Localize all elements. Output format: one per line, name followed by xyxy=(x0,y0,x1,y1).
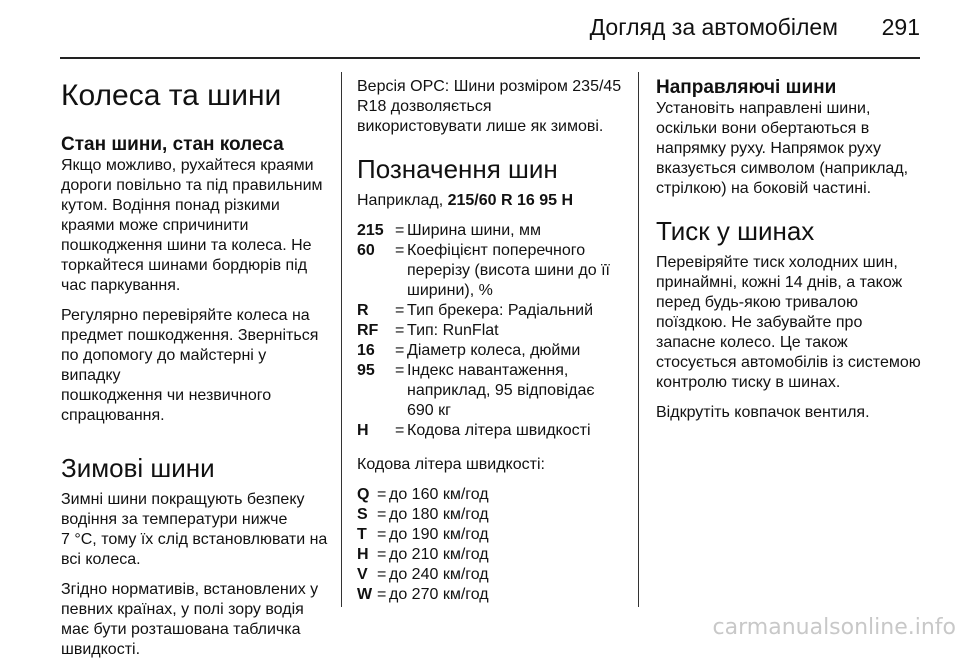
definition-description: Ширина шини, мм xyxy=(407,222,542,239)
definition-description: Тип: RunFlat xyxy=(407,322,499,339)
definition-code: R xyxy=(357,302,369,319)
section-heading-tyre-pressure: Тиск у шинах xyxy=(656,216,815,246)
header-divider xyxy=(60,57,920,59)
definition-code: H xyxy=(357,422,369,439)
definition-description: Діаметр колеса, дюйми xyxy=(407,342,581,359)
definition-code: S xyxy=(357,506,368,523)
section-heading-wheels-tyres: Колеса та шини xyxy=(61,79,282,112)
paragraph: Відкрутіть ковпачок вентиля. xyxy=(656,404,870,421)
definition-row xyxy=(357,301,629,321)
definition-row xyxy=(357,485,629,505)
page-header-title: Догляд за автомобілем xyxy=(589,14,838,40)
definition-row xyxy=(357,585,629,605)
column-1 xyxy=(61,70,329,670)
paragraph: Згідно нормативів, встановлених у певних країнах, у полі зору водія має бути розташована табличка швидкості. xyxy=(61,581,319,658)
equals-sign: = xyxy=(395,322,405,339)
definition-description: Індекс навантаження, наприклад, 95 відповідає 690 кг xyxy=(407,362,595,419)
column-divider-1 xyxy=(341,72,342,607)
definition-description: до 190 км/год xyxy=(389,526,489,543)
column-2 xyxy=(357,77,629,619)
paragraph: Перевіряйте тиск холодних шин, принаймні, кожні 14 днів, а також перед будь-якою тривалою поїздкою. Не забувайте про запасне колесо. Це також стосується автомобілів із системою контролю тиску в шинах. xyxy=(656,254,921,391)
equals-sign: = xyxy=(395,222,405,239)
subheading-tyre-condition: Стан шини, стан колеса xyxy=(61,134,284,155)
subheading-directional-tyres: Направляючі шини xyxy=(656,77,837,98)
definition-code: 95 xyxy=(357,362,375,379)
equals-sign: = xyxy=(377,486,387,503)
watermark: carmanualsonline.info xyxy=(712,615,956,640)
definition-row xyxy=(357,505,629,525)
definition-code: H xyxy=(357,546,369,563)
paragraph: Зимні шини покращують безпеку водіння за температури нижче 7 °C, тому їх слід встановлювати на всі колеса. xyxy=(61,491,328,568)
definition-description: Коефіцієнт поперечного перерізу (висота шини до її ширини), % xyxy=(407,242,610,299)
equals-sign: = xyxy=(395,362,405,379)
equals-sign: = xyxy=(377,566,387,583)
definition-code: 60 xyxy=(357,242,375,259)
example-label: Наприклад, xyxy=(357,192,448,209)
equals-sign: = xyxy=(377,506,387,523)
equals-sign: = xyxy=(377,526,387,543)
section-heading-tyre-designation: Позначення шин xyxy=(357,154,558,184)
paragraph: Установіть направлені шини, оскільки вони обертаються в напрямку руху. Напрямок руху вказується символом (наприклад, стрілкою) на боковій частині. xyxy=(656,100,909,197)
definition-row xyxy=(357,221,629,241)
example-line xyxy=(357,191,629,211)
speed-code-intro: Кодова літера швидкості: xyxy=(357,456,545,473)
paragraph-opc-note: Версія OPC: Шини розміром 235/45 R18 дозволяється використовувати лише як зимові. xyxy=(357,78,622,135)
definition-code: Q xyxy=(357,486,370,503)
definition-code: 16 xyxy=(357,342,375,359)
definition-row xyxy=(357,545,629,565)
definition-code: T xyxy=(357,526,367,543)
equals-sign: = xyxy=(395,242,405,259)
definition-row xyxy=(357,321,629,341)
column-divider-2 xyxy=(638,72,639,607)
example-value: 215/60 R 16 95 H xyxy=(447,192,574,209)
column-3 xyxy=(656,77,924,433)
definition-row xyxy=(357,421,629,441)
equals-sign: = xyxy=(377,546,387,563)
section-heading-winter-tyres: Зимові шини xyxy=(61,453,215,483)
paragraph: Регулярно перевіряйте колеса на предмет пошкодження. Зверніться по допомогу до майстерні у випадку пошкодження чи незвичного спрацювання. xyxy=(61,307,319,424)
definition-description: до 270 км/год xyxy=(389,586,489,603)
definition-row xyxy=(357,241,629,301)
definition-description: Кодова літера швидкості xyxy=(407,422,591,439)
definition-description: до 160 км/год xyxy=(389,486,489,503)
definition-description: Тип брекера: Радіальний xyxy=(407,302,594,319)
equals-sign: = xyxy=(395,342,405,359)
definition-code: 215 xyxy=(357,222,384,239)
equals-sign: = xyxy=(377,586,387,603)
definition-row xyxy=(357,565,629,585)
page-number: 291 xyxy=(881,14,920,40)
definition-row xyxy=(357,525,629,545)
speed-code-list xyxy=(357,485,629,605)
definition-description: до 240 км/год xyxy=(389,566,489,583)
definition-code: RF xyxy=(357,322,379,339)
definition-row xyxy=(357,361,629,421)
definition-code: W xyxy=(357,586,373,603)
designation-list xyxy=(357,221,629,441)
definition-description: до 180 км/год xyxy=(389,506,489,523)
definition-row xyxy=(357,341,629,361)
definition-code: V xyxy=(357,566,368,583)
equals-sign: = xyxy=(395,422,405,439)
paragraph: Якщо можливо, рухайтеся краями дороги повільно та під правильним кутом. Водіння понад різкими краями може спричинити пошкодження шини та колеса. Не торкайтеся шинами бордюрів під час паркування. xyxy=(61,157,323,294)
definition-description: до 210 км/год xyxy=(389,546,489,563)
equals-sign: = xyxy=(395,302,405,319)
